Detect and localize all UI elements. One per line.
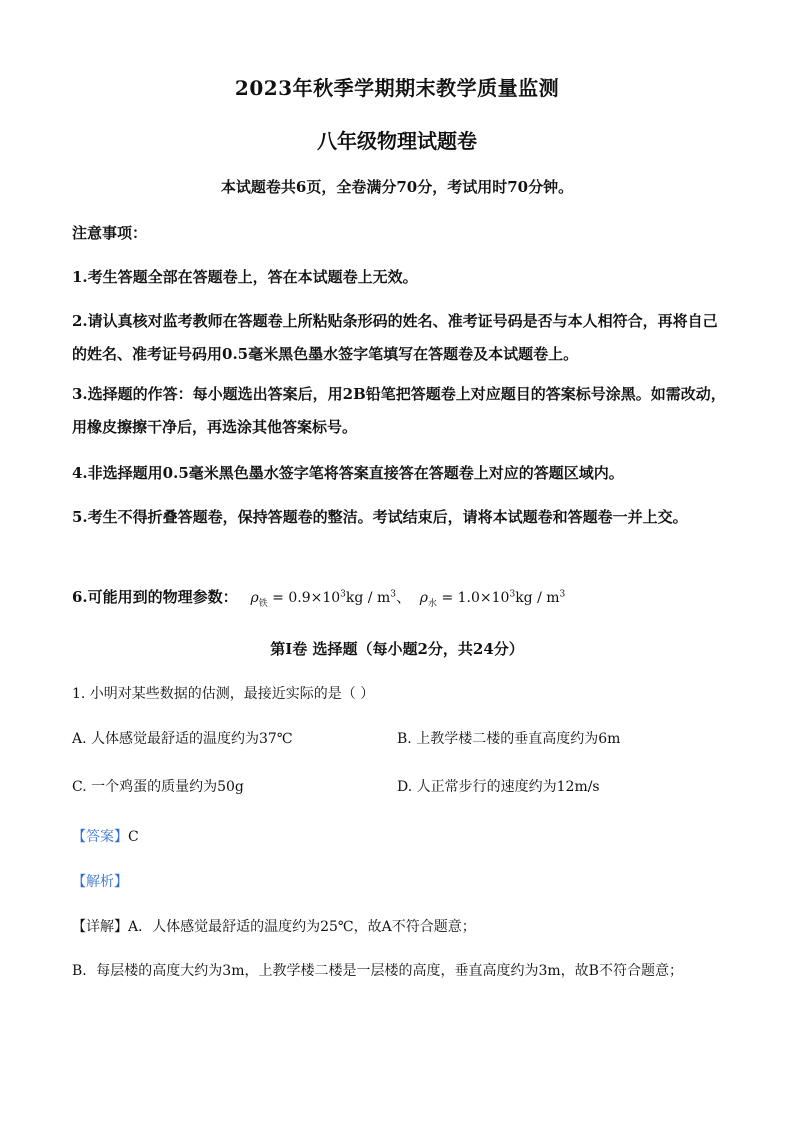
- notice-item-1: 1.考生答题全部在答题卷上，答在本试题卷上无效。: [72, 268, 418, 286]
- detail-a-text: A．人体感觉最舒适的温度约为25℃，故A不符合题意；: [128, 919, 476, 935]
- question-1-option-c: C. 一个鸡蛋的质量约为50g: [72, 779, 244, 795]
- question-1-option-a: A. 人体感觉最舒适的温度约为37℃: [72, 731, 293, 747]
- exam-info: 本试题卷共6页，全卷满分70分，考试用时70分钟。: [220, 178, 574, 196]
- question-1-option-b: B. 上教学楼二楼的垂直高度约为6m: [397, 731, 621, 747]
- answer-value: C: [128, 829, 139, 845]
- answer-line: [72, 826, 139, 846]
- notice-item-4: 4.非选择题用0.5毫米黑色墨水签字笔将答案直接答在答题卷上对应的答题区域内。: [72, 464, 624, 482]
- notice-item-5: 5.考生不得折叠答题卷，保持答题卷的整洁。考试结束后，请将本试题卷和答题卷一并上交。: [72, 508, 688, 526]
- analysis-line: [72, 871, 128, 891]
- notice-item-2: 2.请认真核对监考教师在答题卷上所粘贴条形码的姓名、准考证号码是否与本人相符合，再将自己的姓名、准考证号码用0.5毫米黑色墨水签字笔填写在答题卷及本试题卷上。: [72, 312, 718, 363]
- notice-item-6: [72, 586, 565, 609]
- notice-item-6-label: 6.可能用到的物理参数：: [72, 588, 238, 606]
- question-1-option-d: D. 人正常步行的速度约为12m/s: [397, 779, 600, 795]
- density-iron-formula: $\rho_铁 = 0.9\times 10^3kg / m^3$: [250, 589, 396, 609]
- notice-heading: 注意事项：: [72, 224, 148, 242]
- exam-subtitle: 八年级物理试题卷: [317, 129, 477, 153]
- detail-line-a: [72, 916, 476, 936]
- notice-item-3: 3.选择题的作答：每小题选出答案后，用2B铅笔把答题卷上对应题目的答案标号涂黑。如需改动，用橡皮擦擦干净后，再选涂其他答案标号。: [72, 385, 726, 436]
- answer-tag: 【答案】: [72, 829, 128, 845]
- density-water-formula: $\rho_水 = 1.0\times 10^3kg / m^3$: [419, 589, 566, 609]
- detail-tag: 【详解】: [72, 919, 128, 935]
- section-title: 第Ⅰ卷 选择题（每小题2分，共24分）: [270, 640, 524, 658]
- detail-line-b: B．每层楼的高度大约为3m，上教学楼二楼是一层楼的高度，垂直高度约为3m，故B不符合题意；: [72, 963, 683, 979]
- analysis-tag: 【解析】: [72, 874, 128, 890]
- question-1-stem: 1. 小明对某些数据的估测，最接近实际的是（ ）: [72, 686, 375, 702]
- exam-title: 2023年秋季学期期末教学质量监测: [234, 76, 560, 100]
- formula-separator: 、: [395, 588, 411, 606]
